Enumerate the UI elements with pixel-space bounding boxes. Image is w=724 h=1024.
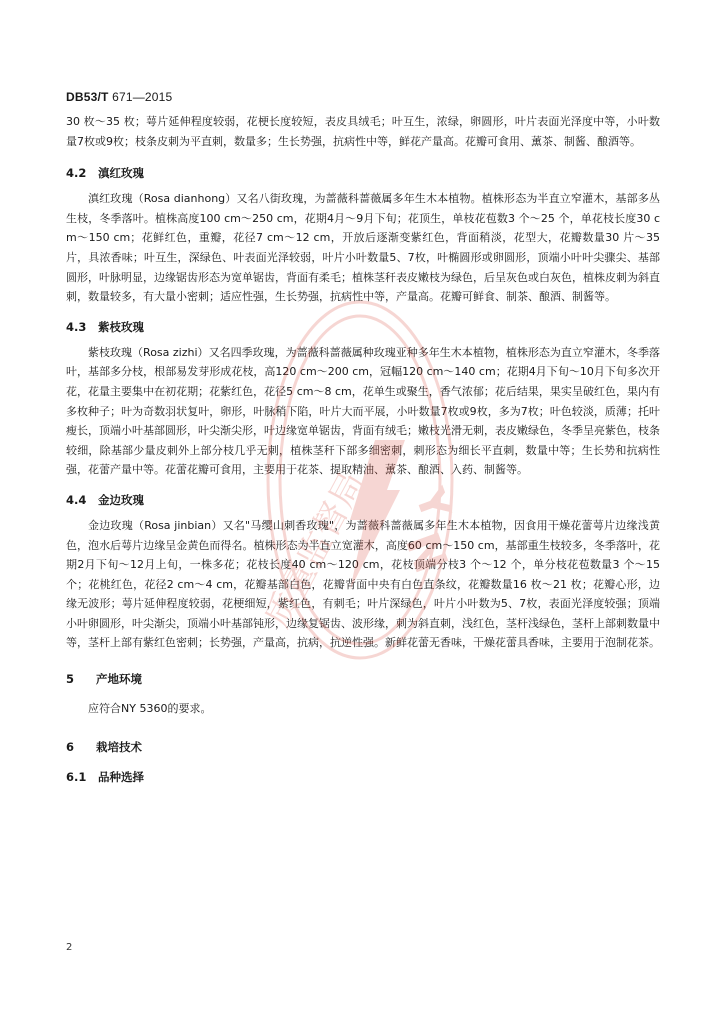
section-title: 滇红玫瑰 xyxy=(98,166,144,181)
standard-code: DB53/T xyxy=(66,90,109,104)
section-title: 金边玫瑰 xyxy=(98,492,144,507)
paragraph-jinbian: 金边玫瑰（Rosa jinbian）又名"马缨山刺香玫瑰"，为蔷薇科蔷薇属多年生木本植物，因食用干燥花蕾萼片边缘浅黄色，泡水后萼片边缘呈金黄色而得名。植株形态为半直立宽灌木，高度60 cm～150 cm，基部重生枝较多，冬季落叶，花期2月下旬～12月上旬，一株多花；花枝长度40 cm～120 cm，花枝顶端分枝3 个～12 个，单分枝花苞数量3 个～15 个；花桃红色，花径2 cm～4 cm，花瓣基部白色，花瓣背面中央有白色直条纹，花瓣数量16 枚～21 枚；花瓣心形，边缘无波形；萼片延伸程度较弱，花梗细短，紫红色，有刺毛；叶片深绿色，叶片小叶数为5、7枚，表面光泽度较强；顶端小叶卵圆形，叶尖渐尖，顶端小叶基部钝形，边缘复锯齿、波形缘，刺为斜直刺，浅红色，茎杆浅绿色，茎杆上部刺数量中等，茎杆上部有紫红色密刺；长势强，产量高，抗病，抗逆性强。新鲜花蕾无香味，干燥花蕾具香味，主要用于泡制花茶。 xyxy=(66,518,660,650)
svg-text:N: N xyxy=(394,525,459,580)
paragraph-zizhi: 紫枝玫瑰（Rosa zizhi）又名四季玫瑰，为蔷薇科蔷薇属种玫瑰亚种多年生木本植物，植株形态为直立窄灌木，冬季落叶，基部多分枝，根部易发芽形成花枝，高120 cm～200 cm，冠幅120 cm～140 cm；花期4月下旬～10月下旬多次开花，花量主要集中在初花期；花紫红色，花径5 cm～8 cm，花单生或聚生，香气浓郁；花后结果，果实呈破红色，果内有多枚种子；叶为奇数羽状复叶，卵形，叶脉稍下陷，叶片大而平展，小叶数量7枚或9枚，多为7枚；叶色较淡，质薄；托叶瘦长，顶端小叶基部圆形，叶尖渐尖形，叶边缘宽单锯齿，背面有绒毛；嫩枝光滑无刺，表皮嫩绿色，冬季呈亮紫色，枝条较细，除基部少量皮刺外上部分枝几乎无刺，植株茎秆下部多细密刺，刺形态为细长平直刺，数量中等；生长势和抗病性强，花蕾产量中等。花蕾花瓣可食用，主要用于花茶、提取精油、薰茶、酿酒、入药、制酱等。 xyxy=(66,345,660,477)
section-heading-4-2 xyxy=(66,165,660,181)
section-number: 5 xyxy=(66,672,75,687)
section-heading-4-4 xyxy=(66,492,660,508)
continued-paragraph: 30 枚～35 枚；萼片延伸程度较弱，花梗长度较短，表皮具绒毛；叶互生，浓绿，卵圆形，叶片表面光泽度中等，小叶数量7枚或9枚；枝条皮刺为平直刺，数量多；生长势强，抗病性中等，鲜花产量高。花瓣可食用、薰茶、制酱、酿酒等。 xyxy=(66,115,660,148)
section-title: 产地环境 xyxy=(96,672,142,687)
paragraph-dianhong: 滇红玫瑰（Rosa dianhong）又名八街玫瑰，为蔷薇科蔷薇属多年生木本植物。植株形态为半直立窄灌木，基部多丛生枝，冬季落叶。植株高度100 cm～250 cm，花期4月～9月下旬；花顶生，单枝花苞数3 个～25 个，单花枝长度30 cm～150 cm；花鲜红色，重瓣，花径7 cm～12 cm，开放后逐渐变紫红色，背面稍淡，花型大，花瓣数量30 片～35 片，具浓香味；叶互生，深绿色、叶表面光泽较弱，叶片小叶数量5、7枚，叶椭圆形或卵圆形，顶端小叶叶尖骤尖、基部圆形，叶脉明显，边缘锯齿形态为宽单锯齿，背面有柔毛；植株茎秆表皮嫩枝为绿色，后呈灰色或白灰色，植株皮刺为斜直刺，数量较多，有大量小密刺；适应性强，生长势强，抗病性中等，产量高。花瓣可鲜食、制茶、酿酒、制酱等。 xyxy=(66,192,660,304)
section-title: 栽培技术 xyxy=(96,739,142,754)
section-title: 紫枝玫瑰 xyxy=(98,319,144,334)
section-number: 4.3 xyxy=(66,319,87,334)
svg-text:Y: Y xyxy=(405,482,459,526)
section-number: 4.4 xyxy=(66,492,87,507)
standard-year: 671—2015 xyxy=(112,90,173,104)
watermark-text: 质量监督局 xyxy=(257,465,373,635)
section-heading-6 xyxy=(66,739,660,755)
section-number: 6 xyxy=(66,739,75,754)
page-number: 2 xyxy=(66,942,73,953)
paragraph-environment: 应符合NY 5360的要求。 xyxy=(88,702,212,716)
section-number: 4.2 xyxy=(66,166,87,181)
document-body xyxy=(66,112,660,785)
standard-header xyxy=(66,90,172,104)
section-heading-4-3 xyxy=(66,319,660,335)
section-heading-5 xyxy=(66,671,660,687)
section-heading-6-1 xyxy=(66,769,660,785)
section-title: 品种选择 xyxy=(98,769,144,784)
section-number: 6.1 xyxy=(66,769,87,784)
